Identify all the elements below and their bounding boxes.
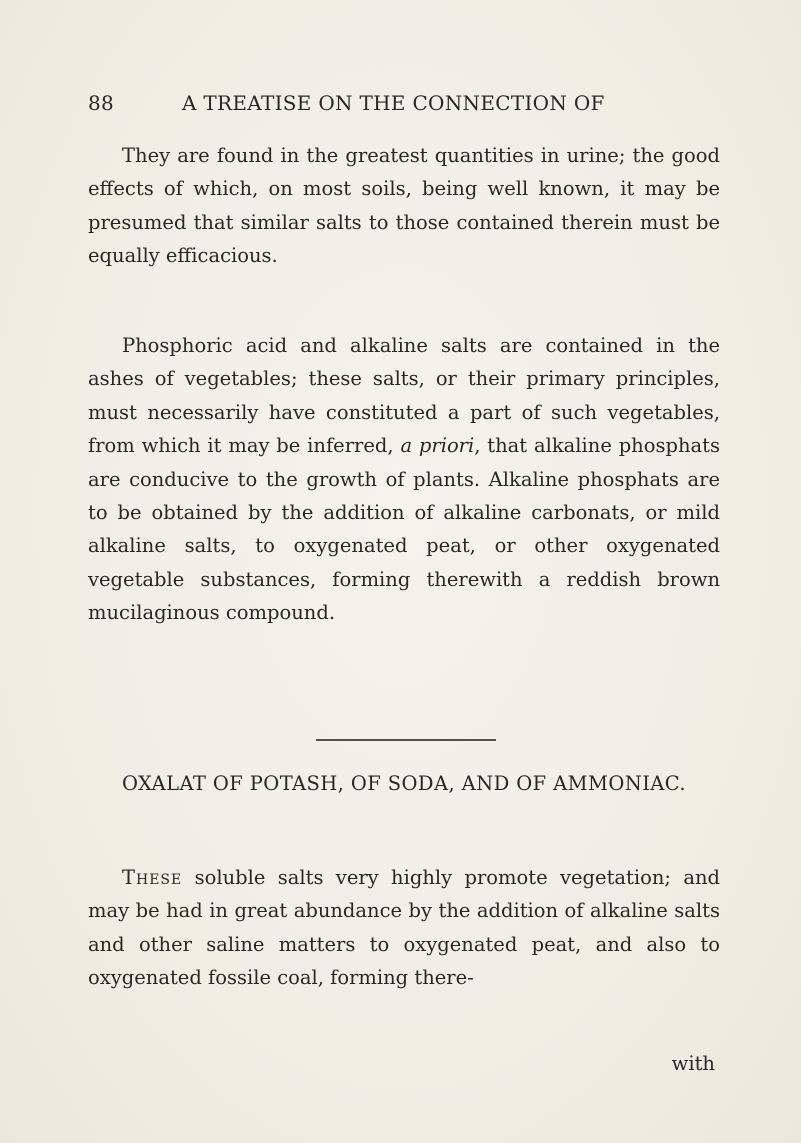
catchword: with: [671, 1052, 715, 1075]
italic-phrase: a priori: [400, 434, 475, 458]
paragraph-oxalat: [88, 861, 720, 995]
page-header: [88, 91, 731, 121]
paragraph-urine-salts: They are found in the greatest quantities in urine; the good effects of which, on most soils, being well known, it may be presumed that similar salts to those contained therein must be equally efficacious.: [88, 144, 720, 268]
section-heading: OXALAT OF POTASH, OF SODA, AND OF AMMONIAC.: [121, 772, 687, 795]
running-head: A TREATISE ON THE CONNECTION OF: [182, 91, 605, 115]
section-divider: [316, 739, 496, 741]
paragraph-text: , that alkaline phosphats are conducive to the growth of plants. Alkaline phosphats are to be obtained by the addition of alkaline carbonats, or mild alkaline salts, to oxygenated peat, or other oxygenated vegetable substances, forming therewith a reddish brown mucilaginous compound.: [88, 434, 721, 625]
paragraph-text: soluble salts very highly promote vegetation; and may be had in great abundance by the addition of alkaline salts and other saline matters to oxygenated peat, and also to oxygenated fossile coal, forming there-: [88, 866, 720, 990]
paragraph-phosphoric-acid: [88, 329, 720, 630]
page-number: 88: [88, 91, 115, 115]
lead-word: These: [122, 866, 183, 889]
paragraph-text: Phosphoric acid and alkaline salts are contained in the ashes of vegetables; these salts, or their primary principles, must necessarily have constituted a part of such vegetables, from which it may be inferred,: [88, 334, 720, 458]
